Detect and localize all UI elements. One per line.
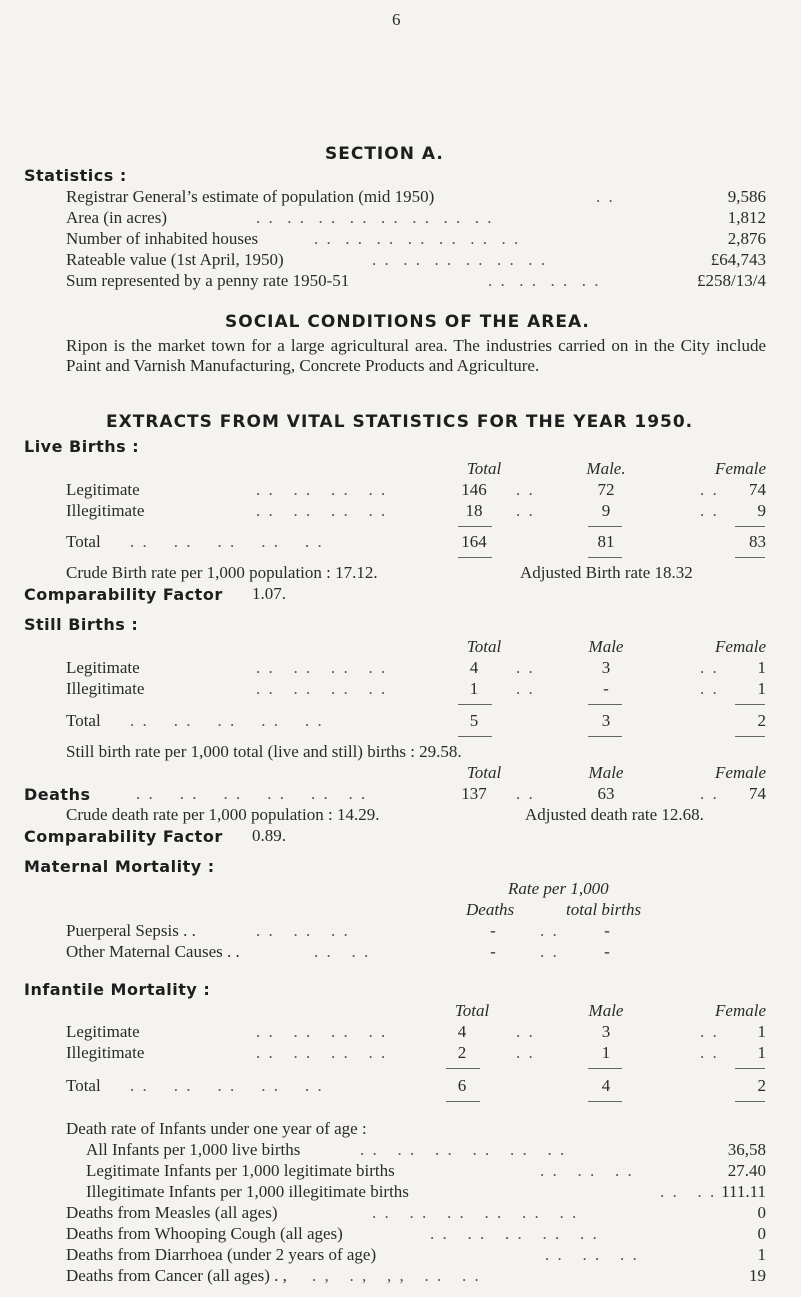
- col-header-female: Female: [715, 459, 766, 478]
- cell-female: 9: [757, 501, 766, 520]
- col-header-total: Total: [466, 459, 502, 478]
- leader-dots: . .: [516, 1043, 535, 1062]
- deaths-male: 63: [597, 784, 615, 803]
- death-label-diarrhoea: Deaths from Diarrhoea (under 2 years of age): [66, 1245, 377, 1264]
- infant-rate-label-all: All Infants per 1,000 live births: [86, 1140, 301, 1159]
- row-label-illegitimate: Illegitimate: [66, 1043, 145, 1062]
- leader-dots: . .: [700, 784, 719, 803]
- sum-rule: [735, 526, 765, 527]
- cell-total: 4: [469, 658, 479, 677]
- death-value-whooping-cough: 0: [757, 1224, 766, 1243]
- row-label-illegitimate: Illegitimate: [66, 679, 145, 698]
- stat-label-rateable: Rateable value (1st April, 1950): [66, 250, 284, 269]
- sum-rule: [588, 1068, 622, 1069]
- sum-rule: [446, 1068, 480, 1069]
- leader-dots: . .: [516, 658, 535, 677]
- col-header-births: total births: [566, 900, 642, 919]
- infant-rate-label-illegitimate: Illegitimate Infants per 1,000 illegitimate births: [86, 1182, 409, 1201]
- death-label-cancer: Deaths from Cancer (all ages) . ,: [66, 1266, 287, 1285]
- extracts-heading: EXTRACTS FROM VITAL STATISTICS FOR THE YEAR 1950.: [106, 412, 694, 432]
- cell-male: 72: [597, 480, 615, 499]
- leader-dots: . .: [516, 679, 535, 698]
- cell-deaths: -: [490, 921, 496, 940]
- stat-value-penny-rate: £258/13/4: [697, 271, 766, 290]
- row-label-puerperal: Puerperal Sepsis . .: [66, 921, 196, 940]
- sum-rule: [735, 704, 765, 705]
- row-label-total: Total: [66, 1076, 101, 1095]
- cell-male: 1: [601, 1043, 611, 1062]
- leader-dots: . . . . . . . .: [256, 658, 388, 677]
- death-rate-text: Crude death rate per 1,000 population : 14.29.: [66, 805, 380, 824]
- infantile-heading: Infantile Mortality :: [24, 980, 211, 999]
- cell-female: 74: [749, 480, 766, 499]
- sum-rule: [588, 736, 622, 737]
- sum-rule: [458, 736, 492, 737]
- leader-dots: . .: [516, 784, 535, 803]
- leader-dots: . . . . . . . .: [256, 1022, 388, 1041]
- col-header-deaths: Deaths: [466, 900, 515, 919]
- col-header-female: Female: [715, 763, 766, 782]
- stat-label-houses: Number of inhabited houses: [66, 229, 259, 248]
- cell-male: -: [603, 679, 609, 698]
- infant-rate-value-illegitimate: 111.11: [721, 1182, 766, 1201]
- death-label-measles: Deaths from Measles (all ages): [66, 1203, 278, 1222]
- row-label-legitimate: Legitimate: [66, 1022, 140, 1041]
- stat-value-houses: 2,876: [727, 229, 766, 248]
- sum-rule: [735, 1068, 765, 1069]
- leader-dots: . . . . . . . . . . . .: [372, 250, 547, 269]
- col-header-rate: Rate per 1,000: [508, 879, 609, 898]
- stat-value-rateable: £64,743: [710, 250, 766, 269]
- leader-dots: . . . . . . . . . . . .: [136, 784, 368, 803]
- cell-male: 3: [601, 1022, 611, 1041]
- row-label-illegitimate: Illegitimate: [66, 501, 145, 520]
- cell-male: 81: [597, 532, 615, 551]
- deaths-female: 74: [749, 784, 766, 803]
- sum-rule: [735, 736, 765, 737]
- leader-dots: . .: [516, 480, 535, 499]
- cell-female: 1: [757, 679, 766, 698]
- col-header-male: Male.: [586, 459, 626, 478]
- sum-rule: [446, 1101, 480, 1102]
- deaths-total: 137: [461, 784, 487, 803]
- sum-rule: [735, 557, 765, 558]
- adjusted-birth-rate-text: Adjusted Birth rate 18.32: [520, 563, 693, 582]
- sum-rule: [588, 1101, 622, 1102]
- leader-dots: . .: [700, 1043, 719, 1062]
- leader-dots: . . . .: [314, 942, 371, 961]
- maternal-heading: Maternal Mortality :: [24, 857, 215, 876]
- death-value-cancer: 19: [749, 1266, 766, 1285]
- row-label-legitimate: Legitimate: [66, 658, 140, 677]
- leader-dots: . . . . . . . . . .: [430, 1224, 599, 1243]
- cell-total: 6: [457, 1076, 467, 1095]
- col-header-total: Total: [454, 1001, 490, 1020]
- stat-label-area: Area (in acres): [66, 208, 167, 227]
- cell-total: 2: [457, 1043, 467, 1062]
- col-header-female: Female: [715, 1001, 766, 1020]
- leader-dots: . .: [540, 921, 559, 940]
- social-heading: SOCIAL CONDITIONS OF THE AREA.: [225, 312, 590, 332]
- leader-dots: . . . . . . . .: [256, 501, 388, 520]
- leader-dots: . .: [700, 658, 719, 677]
- sum-rule: [458, 557, 492, 558]
- cell-total: 146: [461, 480, 487, 499]
- sum-rule: [735, 1101, 765, 1102]
- leader-dots: . .: [516, 501, 535, 520]
- cell-female: 2: [757, 1076, 766, 1095]
- leader-dots: . . . . . . . . . . . . . .: [314, 229, 521, 248]
- statistics-heading: Statistics :: [24, 166, 127, 185]
- leader-dots: . . . . . . . . . . . .: [372, 1203, 579, 1222]
- comparability-value: 0.89.: [252, 826, 286, 845]
- col-header-male: Male: [588, 637, 624, 656]
- section-title: SECTION A.: [325, 144, 444, 164]
- still-births-heading: Still Births :: [24, 615, 139, 634]
- live-births-heading: Live Births :: [24, 437, 140, 456]
- cell-total: 1: [469, 679, 479, 698]
- page-number: 6: [392, 10, 401, 29]
- adjusted-death-rate-text: Adjusted death rate 12.68.: [525, 805, 704, 824]
- cell-total: 164: [461, 532, 487, 551]
- leader-dots: . . . . . . . . . . . . . . . .: [256, 208, 494, 227]
- row-label-total: Total: [66, 711, 101, 730]
- leader-dots: . . . . . . . .: [256, 679, 388, 698]
- leader-dots: . . . . . . . .: [256, 480, 388, 499]
- leader-dots: . .: [700, 501, 719, 520]
- stat-label-penny-rate: Sum represented by a penny rate 1950-51: [66, 271, 350, 290]
- cell-male: 3: [601, 658, 611, 677]
- cell-male: 4: [601, 1076, 611, 1095]
- cell-total: 18: [465, 501, 483, 520]
- cell-male: 9: [601, 501, 611, 520]
- row-label-other-maternal: Other Maternal Causes . .: [66, 942, 240, 961]
- leader-dots: . . . . . .: [545, 1245, 639, 1264]
- col-header-female: Female: [715, 637, 766, 656]
- cell-rate: -: [604, 942, 610, 961]
- leader-dots: . .: [700, 1022, 719, 1041]
- col-header-male: Male: [588, 1001, 624, 1020]
- sum-rule: [588, 704, 622, 705]
- cell-female: 1: [757, 1022, 766, 1041]
- row-label-legitimate: Legitimate: [66, 480, 140, 499]
- comparability-label: Comparability Factor: [24, 585, 223, 604]
- leader-dots: . . . . . . . . . .: [130, 1076, 324, 1095]
- cell-deaths: -: [490, 942, 496, 961]
- cell-rate: -: [604, 921, 610, 940]
- leader-dots: . .: [596, 187, 615, 206]
- leader-dots: . .: [516, 1022, 535, 1041]
- cell-female: 1: [757, 658, 766, 677]
- col-header-total: Total: [466, 637, 502, 656]
- death-value-diarrhoea: 1: [757, 1245, 766, 1264]
- cell-female: 2: [757, 711, 766, 730]
- death-value-measles: 0: [757, 1203, 766, 1222]
- leader-dots: . . . . . . . . . . . .: [360, 1140, 567, 1159]
- deaths-heading: Deaths: [24, 785, 91, 804]
- leader-dots: . . . . . . . .: [256, 1043, 388, 1062]
- infant-rate-value-legitimate: 27.40: [727, 1161, 766, 1180]
- col-header-total: Total: [466, 763, 502, 782]
- infant-rate-value-all: 36,58: [727, 1140, 766, 1159]
- col-header-male: Male: [588, 763, 624, 782]
- row-label-total: Total: [66, 532, 101, 551]
- birth-rate-text: Crude Birth rate per 1,000 population : 17.12.: [66, 563, 378, 582]
- leader-dots: . . . . . .: [256, 921, 350, 940]
- leader-dots: . , . , , , . . . .: [312, 1266, 481, 1285]
- cell-female: 83: [749, 532, 766, 551]
- sum-rule: [458, 526, 492, 527]
- still-birth-rate-text: Still birth rate per 1,000 total (live and still) births : 29.58.: [66, 742, 462, 761]
- leader-dots: . .: [700, 679, 719, 698]
- leader-dots: . . . . . .: [540, 1161, 634, 1180]
- stat-value-area: 1,812: [727, 208, 766, 227]
- cell-total: 5: [469, 711, 479, 730]
- comparability-label: Comparability Factor: [24, 827, 223, 846]
- cell-total: 4: [457, 1022, 467, 1041]
- cell-male: 3: [601, 711, 611, 730]
- sum-rule: [588, 526, 622, 527]
- death-label-whooping-cough: Deaths from Whooping Cough (all ages): [66, 1224, 343, 1243]
- leader-dots: . . . . . . . .: [488, 271, 601, 290]
- leader-dots: . . . . . . . . . .: [130, 711, 324, 730]
- stat-value-population: 9,586: [727, 187, 766, 206]
- leader-dots: . . . .: [660, 1182, 717, 1201]
- social-paragraph: Ripon is the market town for a large agricultural area. The industries carried on in the City include Paint and Varnish Manufacturing, Concrete Products and Agriculture.: [66, 336, 766, 375]
- leader-dots: . . . . . . . . . .: [130, 532, 324, 551]
- comparability-value: 1.07.: [252, 584, 286, 603]
- infant-rate-label-legitimate: Legitimate Infants per 1,000 legitimate births: [86, 1161, 395, 1180]
- cell-female: 1: [757, 1043, 766, 1062]
- stat-label-population: Registrar General’s estimate of population (mid 1950): [66, 187, 435, 206]
- sum-rule: [588, 557, 622, 558]
- leader-dots: . .: [540, 942, 559, 961]
- sum-rule: [458, 704, 492, 705]
- leader-dots: . .: [700, 480, 719, 499]
- infant-rates-heading: Death rate of Infants under one year of age :: [66, 1119, 367, 1138]
